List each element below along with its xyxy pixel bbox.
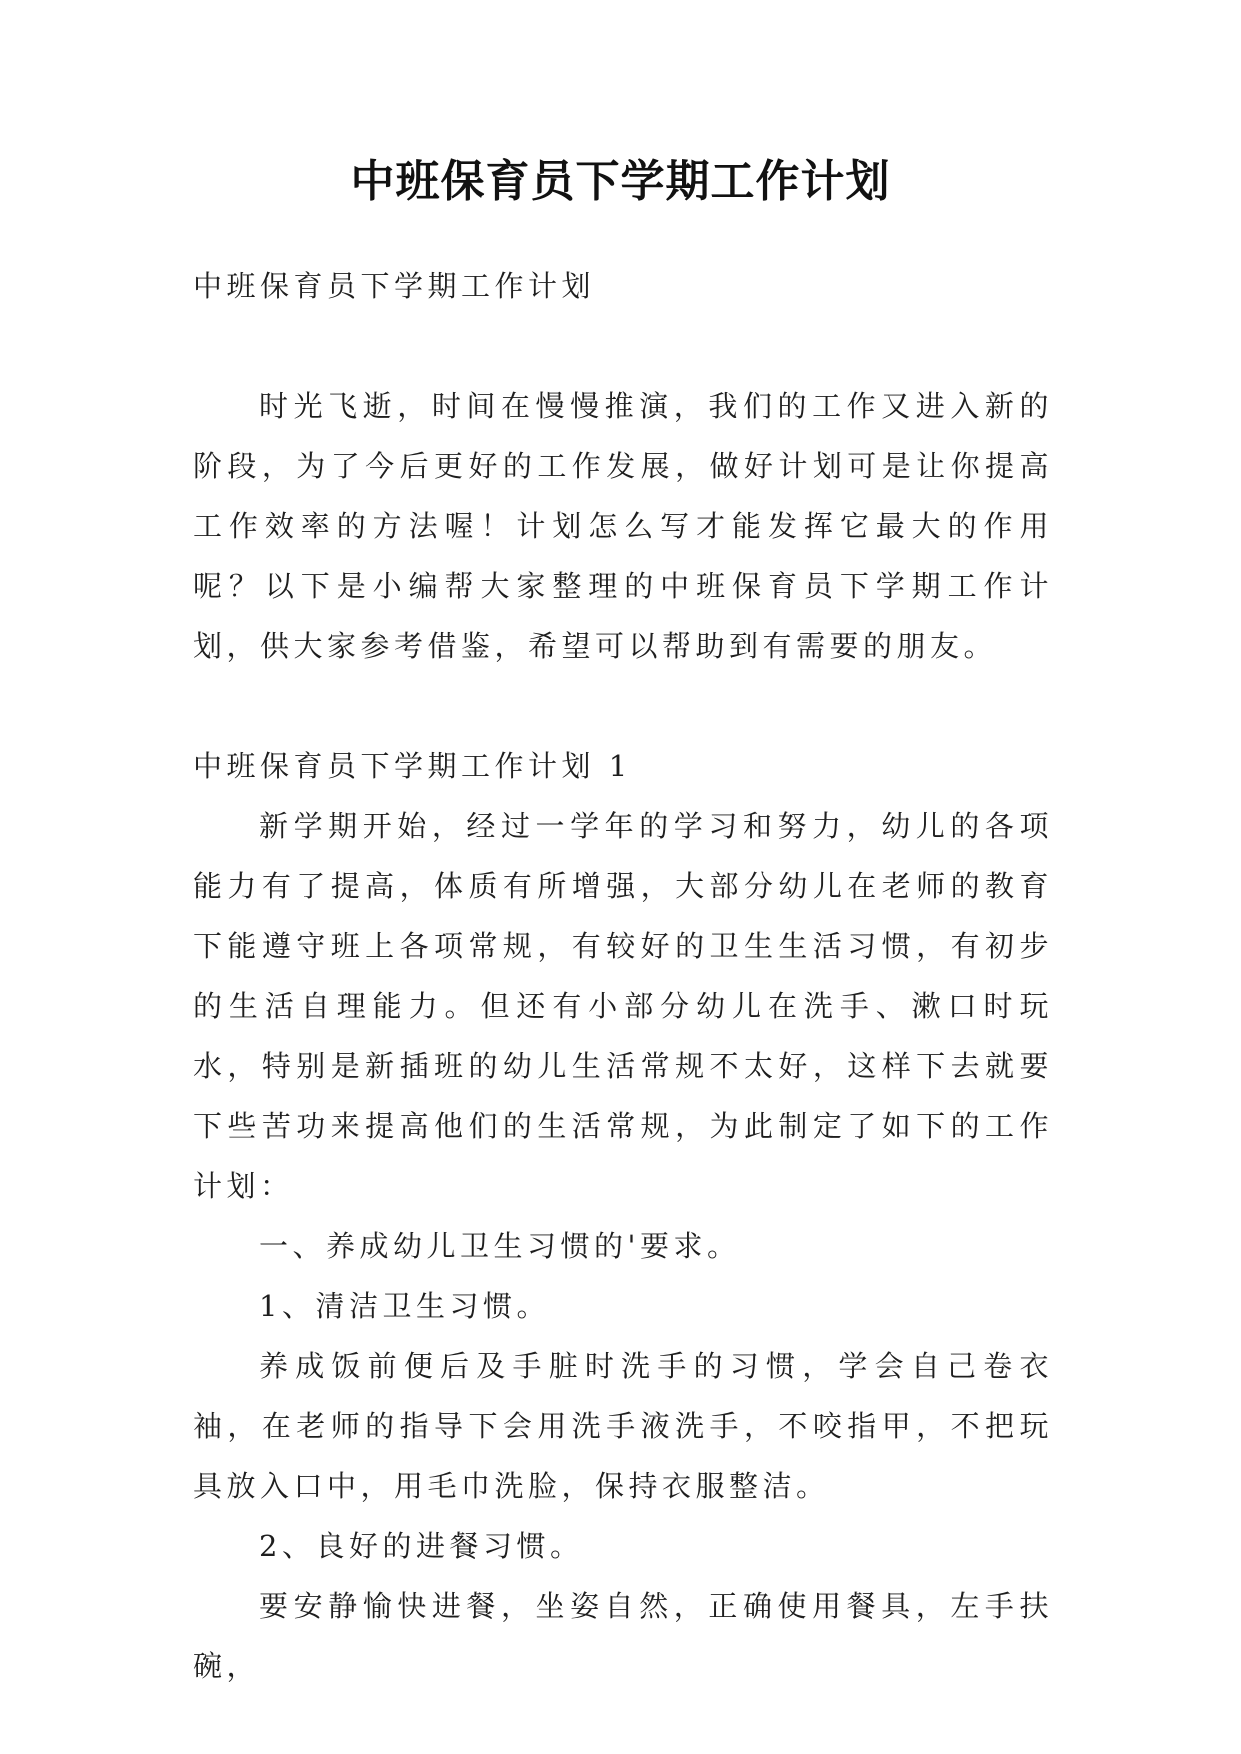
- body-paragraph: 新学期开始，经过一学年的学习和努力，幼儿的各项能力有了提高，体质有所增强，大部分幼儿在老师的教育下能遵守班上各项常规，有较好的卫生生活习惯，有初步的生活自理能力。但还有小部分幼儿在洗手、漱口时玩水，特别是新插班的幼儿生活常规不太好，这样下去就要下些苦功来提高他们的生活常规，为此制定了如下的工作计划：: [193, 809, 1053, 1203]
- document-body: [193, 256, 1053, 1696]
- body-paragraph: 要安静愉快进餐，坐姿自然，正确使用餐具，左手扶碗，: [193, 1589, 1053, 1683]
- section-heading: 中班保育员下学期工作计划 1: [193, 749, 632, 783]
- intro-paragraph: 时光飞逝，时间在慢慢推演，我们的工作又进入新的阶段，为了今后更好的工作发展，做好计划可是让你提高工作效率的方法喔！计划怎么写才能发挥它最大的作用呢？以下是小编帮大家整理的中班保育员下学期工作计划，供大家参考借鉴，希望可以帮助到有需要的朋友。: [193, 389, 1053, 663]
- sub-heading: 1、清洁卫生习惯。: [259, 1289, 550, 1323]
- document-title: 中班保育员下学期工作计划: [350, 156, 891, 207]
- list-heading: 一、养成幼儿卫生习惯的'要求。: [259, 1229, 741, 1263]
- document-subtitle: 中班保育员下学期工作计划: [193, 269, 596, 303]
- body-paragraph: 养成饭前便后及手脏时洗手的习惯，学会自己卷衣袖，在老师的指导下会用洗手液洗手，不咬指甲，不把玩具放入口中，用毛巾洗脸，保持衣服整洁。: [193, 1349, 1053, 1503]
- sub-heading: 2、良好的进餐习惯。: [259, 1529, 584, 1563]
